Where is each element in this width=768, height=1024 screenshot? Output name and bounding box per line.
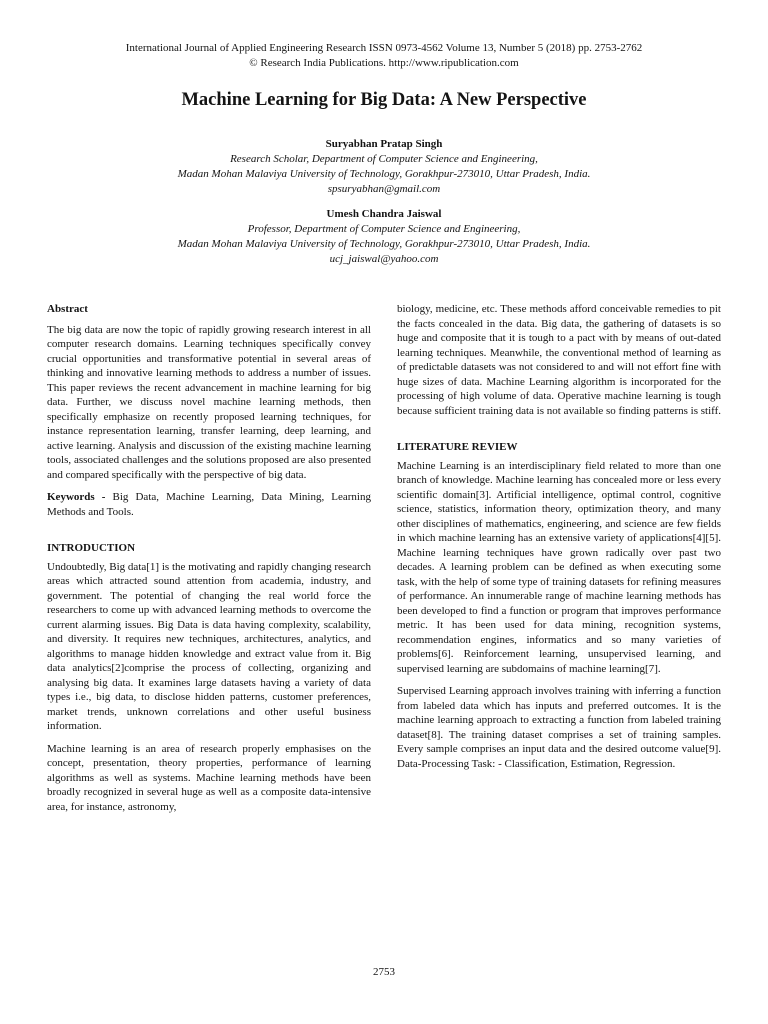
abstract-text: The big data are now the topic of rapidly growing research interest in all computer research domains. Learning techniques specifically convey crucial opportunities and transformative potential in several areas of thinking and innovative learning methods to address a number of issues. This paper reviews the recent advancement in machine learning for big data. Further, we discuss novel machine learning methods, then specifically emphasize on recently proposed learning techniques, for instance representation learning, transfer learning, deep learning, and active learning. Analysis and discussion of the existing machine learning tools, associated challenges and the solutions proposed are also presented and compared specifically with the perspective of big data. — [47, 323, 371, 481]
journal-header — [0, 41, 768, 71]
author-affiliation: Research Scholar, Department of Computer Science and Engineering, — [230, 153, 538, 165]
page-number: 2753 — [373, 966, 395, 978]
journal-header-line2: © Research India Publications. http://www.ripublication.com — [249, 57, 519, 69]
introduction-paragraph-2: Machine learning is an area of research properly emphasises on the concept, presentation, theory properties, performance of learning algorithms as well as systems. Machine learning methods have been broadly recognized in several huge as well as a composite data-intensive area, for instance, astronomy, — [47, 742, 371, 813]
author-affiliation: Madan Mohan Malaviya University of Technology, Gorakhpur-273010, Uttar Pradesh, India. — [177, 238, 591, 250]
author-email: ucj_jaiswal@yahoo.com — [329, 253, 439, 265]
keywords-text: Big Data, Machine Learning, Data Mining, Learning Methods and Tools. — [47, 491, 371, 518]
right-column — [397, 302, 721, 779]
author-block-1 — [0, 137, 768, 197]
left-column — [47, 302, 371, 822]
abstract-heading: Abstract — [47, 303, 88, 315]
author-affiliation: Madan Mohan Malaviya University of Technology, Gorakhpur-273010, Uttar Pradesh, India. — [177, 168, 591, 180]
paper-title: Machine Learning for Big Data: A New Perspective — [181, 90, 587, 110]
author-block-2 — [0, 207, 768, 267]
keywords — [47, 490, 371, 519]
author-email: spsuryabhan@gmail.com — [327, 183, 441, 195]
author-affiliation: Professor, Department of Computer Science and Engineering, — [247, 223, 521, 235]
author-name: Umesh Chandra Jaiswal — [326, 208, 442, 220]
journal-header-line1: International Journal of Applied Engineering Research ISSN 0973-4562 Volume 13, Number 5 (2018) pp. 2753-2762 — [125, 42, 643, 54]
literature-review-paragraph-2: Supervised Learning approach involves training with inferring a function from labeled data which has inputs and preferred outcomes. It is the machine learning approach to extracting a function from labeled training dataset[8]. The training dataset comprises a set of training samples. Every sample comprises an input data and the desired outcome value[9]. Data-Processing Task: - Classification, Estimation, Regression. — [397, 685, 721, 770]
introduction-paragraph-1: Undoubtedly, Big data[1] is the motivating and rapidly changing research areas which attracted sound attention from academia, industry, and government. The potential of changing the real world force the researchers to come up with advanced learning methods to overcome the current alarming issues. Big Data is data having complexity, scalability, and diversity. It requires new techniques, architectures, analytics, and algorithms to manage hidden knowledge and extract value from it. Big data analytics[2]comprise the process of collecting, organizing and analysing big data. It examines large datasets having a variety of data types i.e., big data, to disclose hidden patterns, customer preferences, market trends, unknown correlations and other useful business information. — [47, 560, 371, 732]
introduction-heading: INTRODUCTION — [47, 542, 136, 554]
literature-review-heading: LITERATURE REVIEW — [397, 441, 518, 453]
introduction-paragraph-2-continued: biology, medicine, etc. These methods afford conceivable remedies to pit the facts concealed in the data. Big data, the gathering of datasets is so huge and composite that it is tough to a pact with by means of out-dated learning techniques. Meanwhile, the conventional method of learning as of predictable datasets was not considered to and will not effort fine with huge sizes of data. Machine Learning algorithm is incorporated for the processing of high volume of data. Operative machine learning is tough because sufficient training data is not available so finding patterns is stiff. — [397, 303, 722, 417]
literature-review-paragraph-1: Machine Learning is an interdisciplinary field related to more than one branch of knowledge. Machine learning has concealed more or less every scientific domain[3]. Artificial intelligence, optimal control, cognitive science, statistics, information theory, optimization theory, and many other disciplines of mathematics, engineering, and science are few fields in which machine learning has an extensive variety of applications[4][5]. Machine learning techniques have grown radically over past two decades. A learning problem can be defined as when executing some task, with the help of some type of training datasets for refining measures of performance. An innumerable range of machine learning methods has been developed to find a function or program that improves performance metric. It has been used for data mining, recognition systems, recommendation engines, informatics and so many varieties of problems[6]. Reinforcement learning, unsupervised learning, and supervised learning are subdomains of machine learning[7]. — [397, 459, 721, 675]
keywords-label: Keywords - — [47, 491, 106, 503]
author-name: Suryabhan Pratap Singh — [325, 138, 443, 150]
